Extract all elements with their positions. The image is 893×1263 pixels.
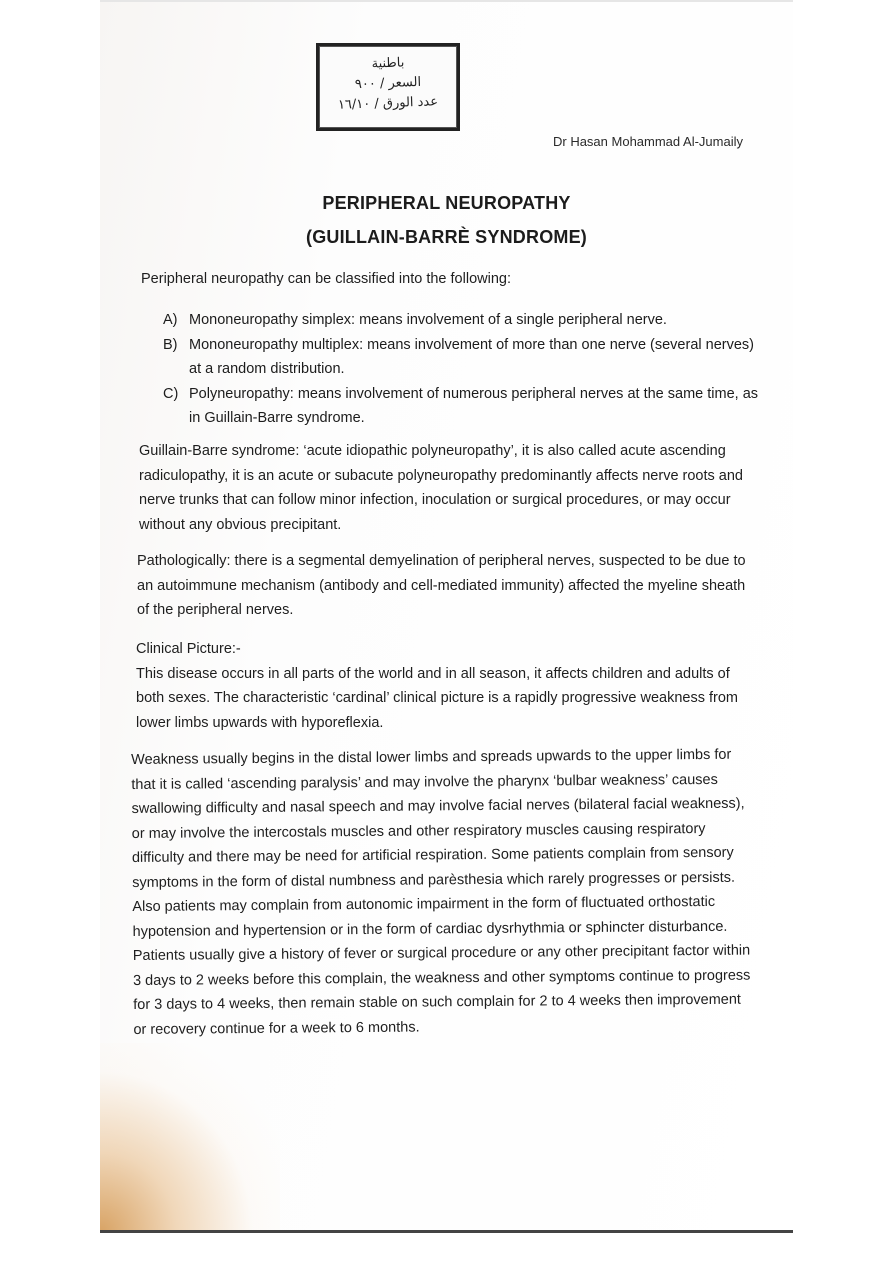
bottom-edge <box>100 1230 793 1233</box>
scan-shadow <box>100 1043 280 1233</box>
stamp-line-3: عدد الورق / ١٦/١٠ <box>337 94 439 113</box>
page-subtitle: (GUILLAIN-BARRÈ SYNDROME) <box>306 227 587 247</box>
price-stamp <box>316 43 460 131</box>
intro-paragraph: Peripheral neuropathy can be classified into the following: <box>141 271 511 287</box>
clinical-paragraph: This disease occurs in all parts of the world and in all season, it affects children and adults of both sexes. The characteristic ‘cardinal’ clinical picture is a rapidly progressive weakness from lower limbs upwards with hyporeflexia. <box>136 665 739 731</box>
clinical-heading: Clinical Picture:- <box>136 641 241 657</box>
list-item-text: Mononeuropathy multiplex: means involvement of more than one nerve (several nerves) at a random distribution. <box>189 336 754 377</box>
stamp-line-2: السعر / ٩٠٠ <box>354 74 422 93</box>
list-item <box>163 308 763 333</box>
top-edge <box>100 0 793 2</box>
author-name: Dr Hasan Mohammad Al-Jumaily <box>552 134 743 149</box>
page-title: PERIPHERAL NEUROPATHY <box>322 193 571 213</box>
stamp-line-1: باطنية <box>371 55 405 72</box>
list-marker: B) <box>163 336 178 353</box>
classification-list <box>163 308 763 431</box>
gbs-definition-paragraph: Guillain-Barre syndrome: ‘acute idiopathic polyneuropathy’, it is also called acute ascending radiculopathy, it is an acute or subacute polyneuropathy predominantly affects nerve roots and nerve trunks that can follow minor infection, inoculation or surgical procedures, or may occur without any obvious precipitant. <box>139 443 743 533</box>
list-marker: C) <box>163 385 179 402</box>
list-item <box>163 333 763 382</box>
list-item-text: Polyneuropathy: means involvement of numerous peripheral nerves at the same time, as in Guillain-Barre syndrome. <box>189 385 759 426</box>
list-item <box>163 382 763 431</box>
list-item-text: Mononeuropathy simplex: means involvement of a single peripheral nerve. <box>189 312 667 328</box>
pathology-paragraph: Pathologically: there is a segmental demyelination of peripheral nerves, suspected to be due to an autoimmune mechanism (antibody and cell-mediated immunity) affected the myeline sheath of the peripheral nerves. <box>137 553 746 618</box>
clinical-section <box>136 637 748 735</box>
weakness-paragraph: Weakness usually begins in the distal lower limbs and spreads upwards to the upper limbs for that it is called ‘ascending paralysis’ and may involve the pharynx ‘bulbar weakness’ causes swallowing difficulty and nasal speech and may involve facial nerves (bilateral facial weakness), or may involve the intercostals muscles and other respiratory muscles causing respiratory difficulty and there may be need for artificial respiration. Some patients complain from sensory symptoms in the form of distal numbness and parèsthesia which rarely progresses or persists. Also patients may complain from autonomic impairment in the form of fluctuated orthostatic hypotension and hypertension or in the form of cardiac dysrhythmia or sphincter disturbance. Patients usually give a history of fever or surgical procedure or any other precipitant factor within 3 days to 2 weeks before this complain, the weakness and other symptoms continue to progress for 3 days to 4 weeks, then remain stable on such complain for 2 to 4 weeks then improvement or recovery continue for a week to 6 months. <box>131 746 751 1038</box>
list-marker: A) <box>163 312 178 328</box>
